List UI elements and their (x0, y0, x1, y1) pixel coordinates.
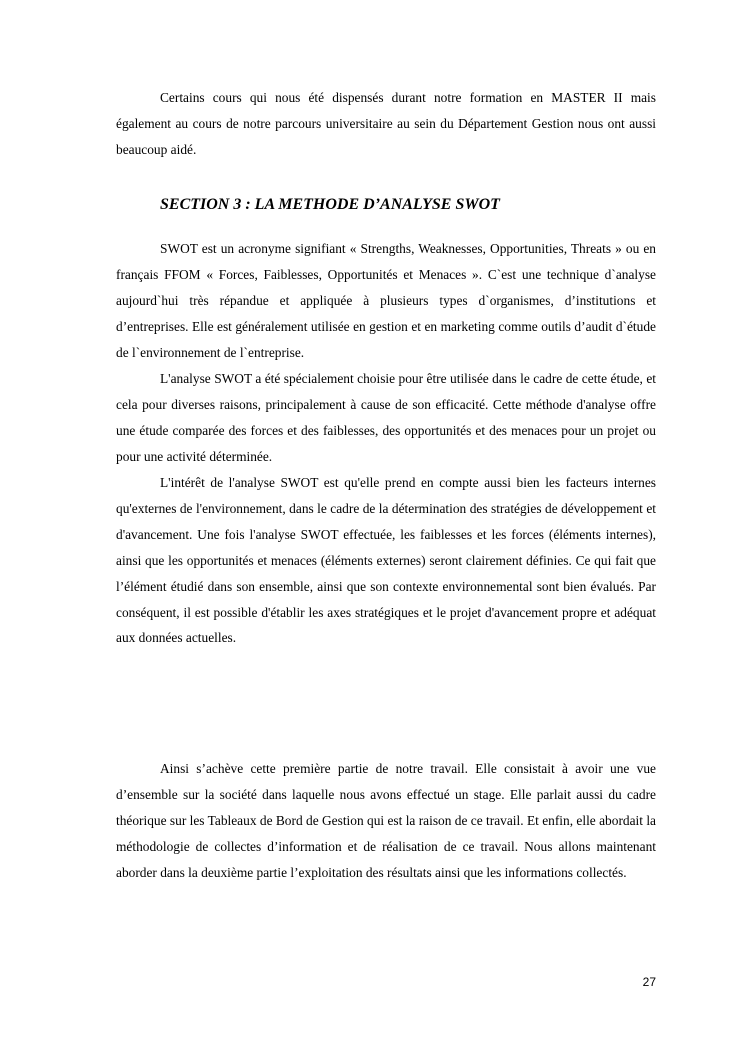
section-heading: SECTION 3 : LA METHODE D’ANALYSE SWOT (160, 196, 500, 213)
paragraph-swot-definition: SWOT est un acronyme signifiant « Strengths, Weaknesses, Opportunities, Threats » ou en français FFOM « Forces, Faiblesses, Opportunités et Menaces ». C`est une technique d`analyse aujourd`hui très répandue et appliquée à plusieurs types d`organismes, d’institutions et d’entreprises. Elle est généralement utilisée en gestion et en marketing comme outils d’audit d`étude de l`environnement de l`entreprise. (116, 241, 656, 360)
paragraph-swot-choice: L'analyse SWOT a été spécialement choisie pour être utilisée dans le cadre de cette étude, et cela pour diverses raisons, principalement à cause de son efficacité. Cette méthode d'analyse offre une étude comparée des forces et des faiblesses, des opportunités et des menaces pour un projet ou pour une activité déterminée. (116, 371, 656, 464)
paragraph-intro: Certains cours qui nous été dispensés durant notre formation en MASTER II mais également au cours de notre parcours universitaire au sein du Département Gestion nous ont aussi beaucoup aidé. (116, 90, 656, 157)
paragraph-conclusion: Ainsi s’achève cette première partie de notre travail. Elle consistait à avoir une vue d’ensemble sur la société dans laquelle nous avons effectué un stage. Elle parlait aussi du cadre théorique sur les Tableaux de Bord de Gestion qui est la raison de ce travail. Et enfin, elle abordait la méthodologie de collectes d’information et de réalisation de ce travail. Nous allons maintenant aborder dans la deuxième partie l’exploitation des résultats ainsi que les informations collectés. (116, 761, 656, 880)
paragraph-swot-interest: L'intérêt de l'analyse SWOT est qu'elle prend en compte aussi bien les facteurs internes qu'externes de l'environnement, dans le cadre de la détermination des stratégies de développement et d'avancement. Une fois l'analyse SWOT effectuée, les faiblesses et les forces (éléments internes), ainsi que les opportunités et menaces (éléments externes) seront clairement définies. Ce qui fait que l’élément étudié dans son ensemble, ainsi que son contexte environnemental sont bien évalués. Par conséquent, il est possible d'établir les axes stratégiques et le projet d'avancement propre et adéquat aux données actuelles. (116, 475, 656, 646)
page-number: 27 (642, 975, 656, 989)
